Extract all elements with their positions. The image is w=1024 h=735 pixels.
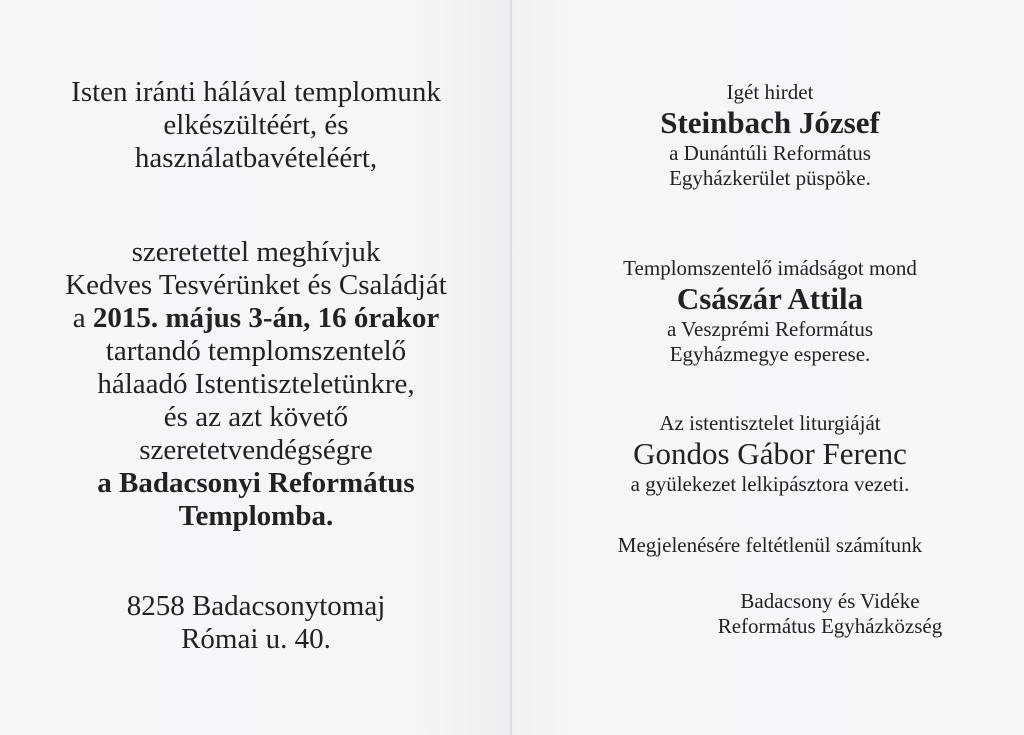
intro-line-3: használatbavételéért,	[134, 142, 378, 174]
intro-text	[0, 76, 512, 175]
intro-line-1: Isten iránti hálával templomunk	[71, 76, 441, 108]
signature	[640, 589, 1020, 639]
closing-section	[540, 533, 1000, 558]
closing-line: Megjelenésére feltétlenül számítunk	[617, 533, 923, 557]
liturgy-role: a gyülekezet lelkipásztora vezeti.	[630, 472, 910, 496]
invitation-line-6: és az azt követő	[163, 401, 349, 433]
invitation-text	[0, 236, 512, 533]
invitation-line-2: Kedves Tesvérünket és Családját	[65, 269, 447, 301]
invitation-line-1: szeretettel meghívjuk	[131, 236, 381, 268]
event-date: 2015. május 3-án, 16 órakor	[92, 302, 440, 334]
prayer-intro: Templomszentelő imádságot mond	[623, 256, 917, 280]
liturgy-leader-name: Gondos Gábor Ferenc	[633, 436, 907, 471]
date-prefix: a	[72, 302, 93, 334]
sermon-intro: Igét hirdet	[726, 80, 814, 104]
liturgy-section	[540, 411, 1000, 497]
event-place-line-1: a Badacsonyi Református	[97, 467, 415, 499]
event-place-line-2: Templomba.	[178, 500, 334, 532]
sermon-section	[540, 80, 1000, 191]
sermon-role-line-2: Egyházkerület püspöke.	[669, 166, 871, 190]
address	[0, 590, 512, 656]
prayer-leader-name: Császár Attila	[676, 281, 864, 316]
signature-line-1: Badacsony és Vidéke	[740, 589, 920, 613]
prayer-role-line-1: a Veszprémi Református	[666, 317, 874, 341]
address-line-1: 8258 Badacsonytomaj	[126, 590, 386, 622]
invitation-date-line	[0, 302, 512, 335]
prayer-section	[540, 256, 1000, 367]
signature-line-2: Református Egyházközség	[717, 614, 943, 638]
sermon-preacher-name: Steinbach József	[660, 105, 880, 140]
invitation-line-5: hálaadó Istentiszteletünkre,	[97, 368, 415, 400]
invitation-line-4: tartandó templomszentelő	[105, 335, 407, 367]
liturgy-intro: Az istentisztelet liturgiáját	[659, 411, 881, 435]
intro-line-2: elkészültéért, és	[163, 109, 349, 141]
address-line-2: Római u. 40.	[181, 623, 331, 655]
sermon-role-line-1: a Dunántúli Református	[669, 141, 871, 165]
invitation-line-7: szeretetvendégségre	[139, 434, 373, 466]
prayer-role-line-2: Egyházmegye esperese.	[669, 342, 871, 366]
